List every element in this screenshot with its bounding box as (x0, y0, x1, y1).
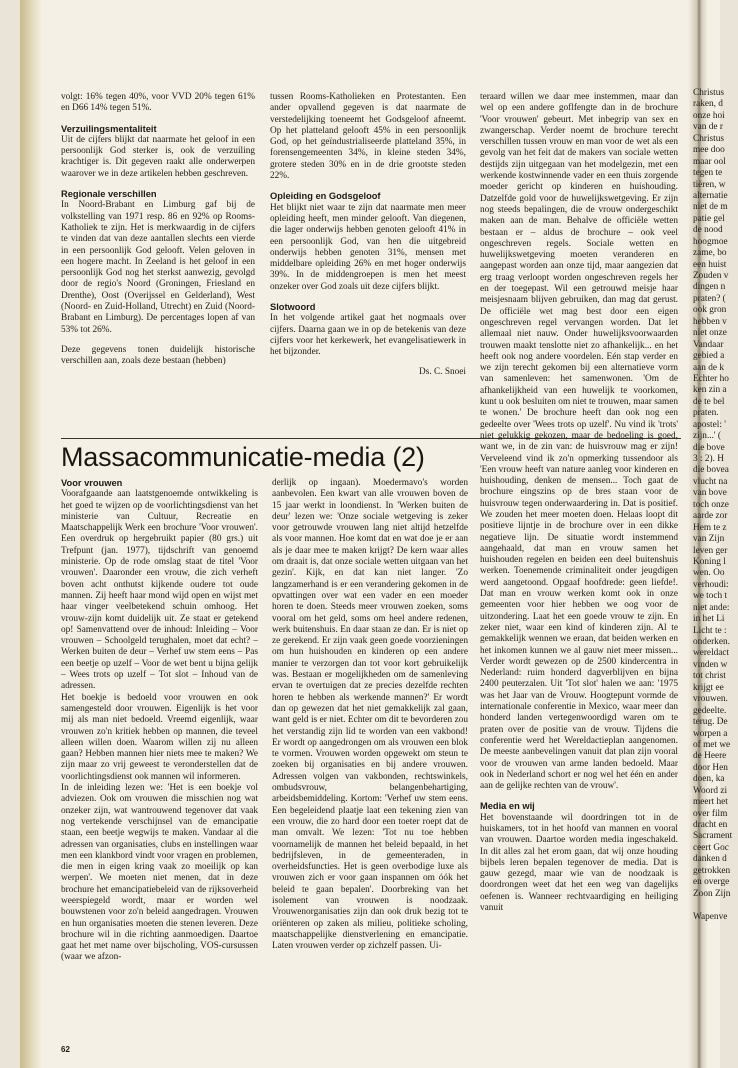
fragment-line: van Zijn (693, 534, 725, 545)
fragment-line: maar ool (693, 156, 726, 167)
fragment-line: Echter ho (693, 373, 729, 384)
fragment-line: Hem te z (693, 522, 727, 533)
section-heading: Media en wij (480, 801, 535, 812)
fragment-line: zijn...' ( (693, 431, 722, 442)
paragraph: teraard willen we daar mee instemmen, maar dan wel op een andere goflfengte dan in de brochure 'Voor vrouwen' gebeurt. Met inbegrip van sex en zwangerschap. Verder noemt de brochure terecht verschillen tussen vrouw en man voor de wet als een gevolg van het feit dat de makers van sociale wetten destijds zijn uitgegaan van het modelgezin, met een werkende kostwinnende vader en een thuis zorgende moeder gericht op kinderen en huishouding. Datzelfde gold voor de huwelijkswetgeving. Er zijn nog steeds bepalingen, die de vrouw ondergeschikt maken aan de man. Behalve de officiële wetten bestaan er – aldus de brochure – ook veel ongeschreven regels. Sociale wetten en huwelijkswetgeving moeten veranderen en aangepast worden aan onze tijd, maar aangezien dat erg traag verloopt worden ongeschreven regels her en der toegepast. Wil een getrouwd meisje haar meisjesnaam blijven gebruiken, dan mag dat gerust. De officiële wet mag best door een eigen ongeschreven regel vervangen worden. Dat let allemaal niet nauw. Onder huwelijksvoorwaarden trouwen maakt tenslotte niet zo afhankelijk... en het heeft ook nog andere voordelen. Eén stap verder en we zijn terecht gekomen bij een alternatieve vorm van samenleven: het samenwonen. 'Om de afhankelijkheid van een huwelijk te voorkomen, kunt u ook besluiten om niet te trouwen, maar samen te wonen.' De brochure heeft dan ook nog een gedeelte over 'Wees trots op uzelf'. Nu vind ik 'trots' niet gelukkig gekozen, maar de bedoeling is goed, want we, in de zin van: de huisvrouw mag er zijn! Verveleend vind ik zo'n opmerking tussendoor als 'Een vrouw heeft van nature aanleg voor kinderen en huishouding, denken de mensen... Toch gaat de brochure eingszins op de bres staan voor de huisvrouw tegen onderwaardering in. Dat is positief. We zouden het meer moeten doen. Helaas loopt dit positieve lijntje in de brochure over in een dikke negatieve lijn. De situatie wordt instemmend aangehaald, dat man en vrouw samen het huishouden regelen en beiden een deel buitenshuis werken. Toenemende criminaliteit onder jeugdigen werd aangetoond. Opgaaf hoofdrede: geen liefde!. Dat man en vrouw werken komt ook in onze gemeenten voor hier hebben we oog voor de uitzondering. Laat het een goede vrouw te zijn. En zeker niet, waar een kind of kinderen zijn. Al te gemakkelijk wennen we eraan, dat beiden werken en het inkomen kunnen we al gauw niet meer missen... Verder wordt gewezen op de 2500 kindercentra in Nederland: ruim honderd dagverblijven en bijna 2400 peuterzalen. Uit 'Tot slot' halen we aan: '1975 was het Jaar van de Vrouw. Hoogtepunt vormde de internationale conferentie in Mexico, waar meer dan honderd landen vertegenwoordigd waren om te praten over de positie van de vrouw. Tijdens die conferentie werd het Wereldactieplan aangenomen. De meeste aanbevelingen vanuit dat plan zijn vooral voor de vrouwen van arme landen bedoeld. Maar ook in Nederland schort er nog wel het één en ander aan de gelijke rechten van de vrouw'. (480, 92, 678, 792)
page-binding-edge (20, 0, 42, 1068)
section-heading: Slotwoord (270, 302, 316, 313)
paragraph: derlijk op ingaan). Moedermavo's worden aanbevolen. Een kwart van alle vrouwen boven de 15 jaar werkt in loondienst. In 'Werken buiten de deur' lezen we: 'Onze sociale wetgeving is zeker voor getrouwde vrouwen lang niet altijd hetzelfde als voor mannen. Hoe komt dat en wat doe je er aan als je daar mee te maken krijgt? De kern waar alles om draait is, dat onze sociale wetten uitgaan van het gezin'. Kijk, en dat kan niet langer. 'Zo langzamerhand is er een verandering gekomen in de opvattingen over wat een vader en een moeder horen te doen. Steeds meer vrouwen zoeken, soms vooral om het geld, soms om heel andere redenen, werk buitenshuis. En daar staan ze dan. Er is niet op ze gerekend. Er zijn vaak geen goede voorzieningen om hun huishouden en kinderen op een andere manier te verzorgen dan tot voor kort gebruikelijk was. Bestaan er mogelijkheden om de samenleving ervan te overtuigen dat ze precies dezelfde rechten horen te hebben als werkende mannen?' Er wordt dan op gewezen dat het niet gemakkelijk zal gaan, want geld is er niet. Echter om dit te bevorderen zou het verstandig zijn lid te worden van een vakbond! Er wordt op aangedrongen om als vrouwen een blok te vormen. Vrouwen worden opgewekt om steun te zoeken bij organisaties en bij andere vrouwen. Adressen volgen van vakbonden, rechtswinkels, ombudsvrouw, belangenbehartiging, arbeidsbemiddeling. Kortom: 'Verhef uw stem eens. Een begeleidend plaatje laat een tekening zien van een vrouw, die zo hard door een toeter roept dat de man omvalt. We lezen: 'Tot nu toe hebben voornamelijk de mannen het beleid bepaald, in het bedrijfsleven, in de gemeenteraden, in overheidsfuncties. Het is geen overbodige luxe als vrouwen zich er voor gaan inspannen om óók het beleid te gaan bepalen'. Doorbreking van het isolement van vrouwen is noodzaak. Vrouwenorganisaties zijn dan ook druk bezig tot te oriënteren op zaken als milieu, politieke scholing, maatschappelijke dienstverlening en emancipatie. Laten vrouwen verder op zichzelf passen. Ui- (272, 478, 468, 952)
fragment-line: vinden w (693, 659, 728, 670)
fragment-line: gebied a (693, 351, 725, 362)
paragraph: Deze gegevens tonen duidelijk historische verschillen aan, zoals deze bestaan (hebben) (61, 344, 255, 367)
fragment-line: Christus (693, 88, 724, 98)
fragment-line: raken, d (693, 99, 723, 110)
column-bottom-left (61, 478, 258, 1038)
paragraph: Het bovenstaande wil doordringen tot in de huiskamers, tot in het hoofd van mannen en vooral van vrouwen. Daartoe worden media ingeschakeld. In dit alles zal het erom gaan, dat wij onze houding bijbels leren bepalen tegenover de media. Dat is gauw gezegd, maar wie van de noodzaak is doordrongen weet dat het een weg van dagelijks oefenen is. Wanneer rechtvaardiging en heiliging vanuit (480, 812, 678, 914)
fragment-line: apostel: ' (693, 419, 726, 430)
column-top-middle (270, 92, 466, 437)
fragment-line: van de r (693, 122, 723, 133)
fragment-line: doen, ka (693, 774, 725, 785)
fragment-line: Sacrament (693, 831, 733, 842)
magazine-page (20, 0, 720, 1068)
fragment-line: praten? ( (693, 293, 726, 304)
fragment-line: Woord zi (693, 785, 728, 796)
column-top-left (61, 92, 255, 437)
fragment-line: ken zin a (693, 385, 727, 396)
fragment-line: of met we (693, 739, 731, 750)
fragment-line: toch onze (693, 499, 729, 510)
column-bottom-middle (272, 478, 468, 1038)
fragment-line: ceert Goc (693, 842, 729, 853)
fragment-line: de nood (693, 225, 723, 236)
fragment-line: zame, bo (693, 248, 727, 259)
fragment-line: Licht te : (693, 625, 727, 636)
fragment-line: gedeelte. (693, 705, 727, 716)
fragment-line: een huist (693, 259, 727, 270)
fragment-line: vrouwen. (693, 694, 728, 705)
fragment-line: terug. De (693, 717, 728, 728)
paragraph: volgt: 16% tegen 40%, voor VVD 20% tegen 61% en D66 14% tegen 51%. (61, 92, 255, 114)
fragment-line: door Hen (693, 762, 728, 773)
fragment-line: onderken. (693, 637, 730, 647)
paragraph: In het volgende artikel gaat het nogmaals over cijfers. Daarna gaan we in op de betekenis van deze cijfers voor het kerkewerk, het evangelisatiewerk in het bijzonder. (270, 313, 466, 358)
fragment-line: verhoudi: (693, 579, 729, 590)
fragment-line: de Heere (693, 751, 727, 762)
fragment-line: die bovea (693, 465, 729, 476)
fragment-line: in het Li (693, 614, 725, 625)
section-heading: Verzuilingsmentaliteit (61, 123, 157, 134)
fragment-line: leven ger (693, 545, 728, 556)
fragment-line: wen. Oo (693, 568, 725, 579)
fragment-line: en overge (693, 877, 730, 888)
fragment-line (693, 900, 738, 911)
fragment-line: niet de m (693, 202, 728, 213)
fragment-line: worpen a (693, 728, 728, 739)
fragment-line: meert het (693, 797, 728, 808)
fragment-line: danken d (693, 854, 727, 865)
fragment-line: Koning l (693, 556, 726, 567)
fragment-line: vlucht na (693, 476, 728, 487)
article-headline: Massacommunicatie-media (2) (61, 442, 425, 472)
section-heading: Regionale verschillen (61, 189, 157, 200)
fragment-line: ook gron (693, 305, 727, 316)
paragraph: Het boekje is bedoeld voor vrouwen en ook samengesteld door vrouwen. Eigenlijk is het voor mij als man niet bedoeld. Vreemd eigenlijk, waar vrouwen zo'n kritiek hebben op mannen, die teveel alleen willen doen. Waarom willen zij nu alleen gaan? Hebben mannen hier niets mee te maken? We zijn maar zo vrij geweest te veronderstellen dat de voorlichtingsdienst ook mannen wil informeren. (61, 692, 258, 782)
section-heading: Opleiding en Godsgeloof (270, 191, 381, 202)
paragraph: Uit de cijfers blijkt dat naarmate het geloof in een persoonlijk God sterker is, ook de verzuiling krachtiger is. Dit gegeven raakt alle onderwerpen waarover we in deze artikelen hebben geschreven. (61, 134, 255, 179)
fragment-line: 3 : 2). H (693, 454, 724, 464)
fragment-line: aarde zor (693, 511, 728, 522)
fragment-line: praten. (693, 408, 719, 419)
fragment-line: aan de k (693, 362, 724, 373)
fragment-line: getrokken (693, 865, 731, 876)
fragment-line: tegen te (693, 168, 723, 179)
column-right (480, 92, 678, 1038)
fragment-line: die bove (693, 442, 725, 453)
fragment-line: alternatie (693, 190, 728, 201)
fragment-line: niet onze (693, 328, 727, 339)
fragment-line: Christus (693, 133, 724, 144)
paragraph: Voorafgaande aan laatstgenoemde ontwikkeling is het goed te wijzen op de voorlichtingsdienst van het ministerie van Cultuur, Recreatie en Maatschappelijk Werk een brochure 'Voor vrouwen'. Een overdruk op hergebruikt papier (80 grs.) uit Trefpunt (jan. 1977), tijdschrift van genoemd ministerie. Op de rode omslag staat de titel 'Voor vrouwen'. Daaronder een vrouw, die zich verheft boven acht onthutst kijkende oudere tot oude mannen. Zij heeft haar mond wijd open en wijst met haar vinger veelbetekend schuin omhoog. Het vrouw-zijn komt duidelijk uit. Ze staat er getekend op! Samenvattend over de inhoud: Inleiding – Voor vrouwen – Schoolgeld terughalen, moet dat echt? – Werken buiten de deur – Verhef uw stem eens – Pas een beetje op uzelf – Voor de wet bent u bijna gelijk – Wees trots op uzelf – Tot slot – Inhoud van de adressen. (61, 489, 258, 692)
fragment-line: dingen n (693, 282, 726, 293)
fragment-line: tiëren, w (693, 179, 726, 190)
fragment-line: krijgt ee (693, 682, 724, 693)
fragment-line: hebben v (693, 316, 727, 327)
page-number: 62 (61, 1045, 70, 1054)
fragment-line: mee doo (693, 145, 725, 156)
fragment-line: patie gel (693, 213, 725, 224)
author-signature: Ds. C. Snoei (418, 366, 466, 377)
fragment-line: dracht en (693, 820, 728, 830)
fragment-line: onze hoi (693, 110, 725, 121)
fragment-line: Wapenve (693, 911, 728, 922)
fragment-line: hoogmoe (693, 236, 728, 247)
section-heading: Voor vrouwen (61, 478, 123, 488)
fragment-line: van bove (693, 488, 727, 499)
fragment-line: Vandaar (693, 339, 724, 350)
fragment-line: wereldact (693, 648, 730, 659)
next-page-fragment-column (693, 88, 738, 923)
fragment-line: tot christ (693, 671, 726, 682)
paragraph: In Noord-Brabant en Limburg gaf bij de volkstelling van 1971 resp. 86 en 92% op Rooms-Katholiek te zijn. Het is merkwaardig in de cijfers te vinden dat van deze aantallen slechts een vierde in een persoonlijk God gelooft. Velen geloven in een hogere macht. In Zeeland is het geloof in een persoonlijk God nog het sterkst aanwezig, gevolgd door de regio's Noord (Groningen, Friesland en Drenthe), Oost (Overijssel en Gelderland), West (Noord- en Zuid-Holland, Utrecht) en Zuid (Noord-Brabant en Limburg). De percentages lopen af van 53% tot 26%. (61, 200, 255, 335)
paragraph: tussen Rooms-Katholieken en Protestanten. Een ander opvallend gegeven is dat naarmate de verstedelijking toeneemt het Godsgeloof afneemt. Op het platteland gelooft 45% in een persoonlijk God, op het geïndustrialiseerde platteland 35%, in forensengemeenten 34%, in kleine steden 34%, grotere steden 30% en in de drie grootste steden 22%. (270, 92, 466, 182)
fragment-line: Zoon Zijn (693, 888, 731, 899)
fragment-line: niet ande: (693, 602, 730, 613)
fragment-line: de te bel (693, 396, 725, 407)
paragraph: In de inleiding lezen we: 'Het is een boekje vol adviezen. Ook om vrouwen die misschien nog wat onzeker zijn, wat wantrouwend tegenover dat vaak nog vertekende verschijnsel van de emancipatie staan, een beetje wegwijs te maken. Vandaar al die adressen van organisaties, clubs en instellingen waar men een klankbord vindt voor vragen en problemen, die men in eigen kring vaak zo moeilijk op kan werpen'. We moeten niet menen, dat in deze brochure het emancipatiebeleid van de rijksoverheid weerspiegeld wordt, maar er worden wel bouwstenen voor zo'n beleid aangedragen. Vrouwen en hun organisaties moeten die stenen leveren. Deze brochure wil in die richting aanmoedigen. Daartoe gaat het met name over bijscholing, VOS-cursussen (waar we afzon- (61, 783, 258, 963)
fragment-line: Zouden v (693, 271, 729, 281)
paragraph: Het blijkt niet waar te zijn dat naarmate men meer opleiding heeft, men minder gelooft. Van diegenen, die lager onderwijs hebben genoten gelooft 41% in een persoonlijk God, van hen die uitgebreid onderwijs hebben genoten 31%, mensen met middelbare opleiding 26% en met hoger onderwijs 39%. In de middengroepen is men het meest onzeker over God zoals uit deze cijfers blijkt. (270, 202, 466, 292)
fragment-line: over film (693, 808, 728, 819)
fragment-line: we toch t (693, 591, 728, 602)
